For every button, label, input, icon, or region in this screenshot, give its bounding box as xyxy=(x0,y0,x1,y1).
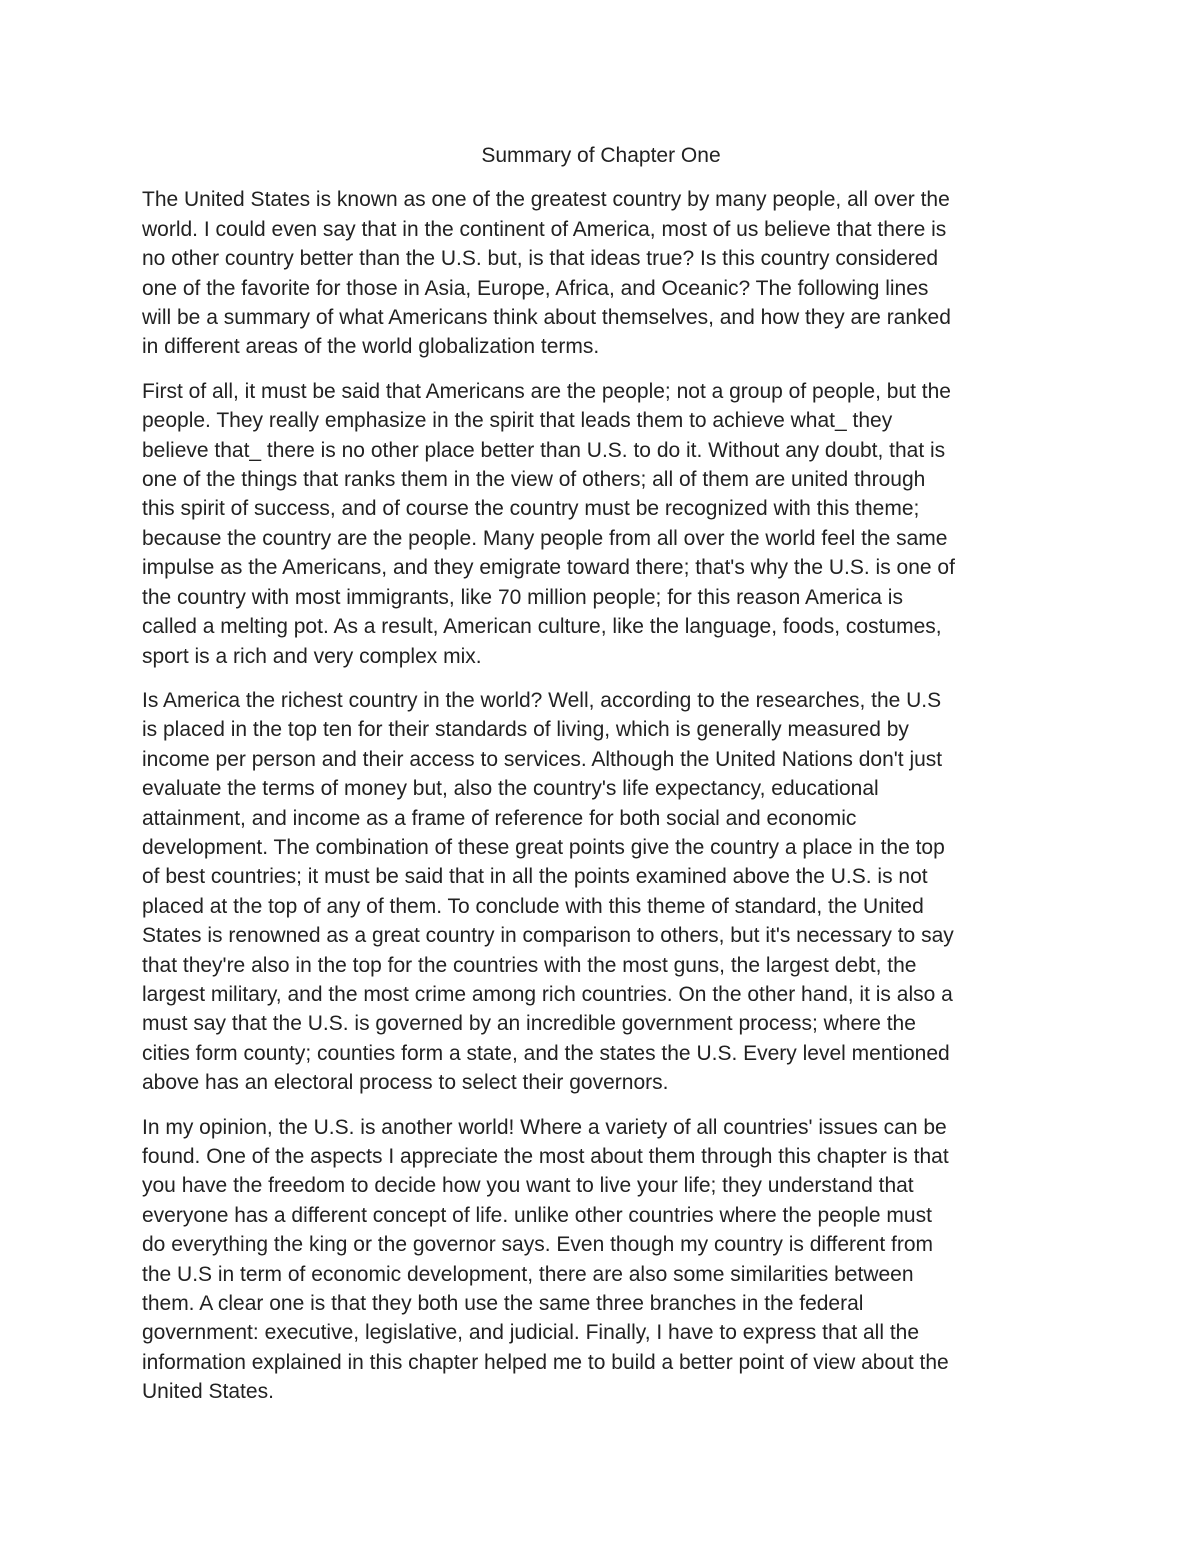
document-body xyxy=(142,141,1060,1422)
paragraph-americans-people: First of all, it must be said that Americans are the people; not a group of people, but the people. They really emphasize in the spirit that leads them to achieve what_ they believe that_ there is no other place better than U.S. to do it. Without any doubt, that is one of the things that ranks them in the view of others; all of them are united through this spirit of success, and of course the country must be recognized with this theme; because the country are the people. Many people from all over the world feel the same impulse as the Americans, and they emigrate toward there; that's why the U.S. is one of the country with most immigrants, like 70 million people; for this reason America is called a melting pot. As a result, American culture, like the language, foods, costumes, sport is a rich and very complex mix. xyxy=(142,379,955,668)
paragraph-intro: The United States is known as one of the greatest country by many people, all over the world. I could even say that in the continent of America, most of us believe that there is no other country better than the U.S. but, is that ideas true? Is this country considered one of the favorite for those in Asia, Europe, Africa, and Oceanic? The following lines will be a summary of what Americans think about themselves, and how they are ranked in different areas of the world globalization terms. xyxy=(142,188,951,359)
paragraph-richest-country: Is America the richest country in the world? Well, according to the researches, the U.S is placed in the top ten for their standards of living, which is generally measured by income per person and their access to services. Although the United Nations don't just evaluate the terms of money but, also the country's life expectancy, educational attainment, and income as a frame of reference for both social and economic development. The combination of these great points give the country a place in the top of best countries; it must be said that in all the points examined above the U.S. is not placed at the top of any of them. To conclude with this theme of standard, the United States is renowned as a great country in comparison to others, but it's necessary to say that they're also in the top for the countries with the most guns, the largest debt, the largest military, and the most crime among rich countries. On the other hand, it is also a must say that the U.S. is governed by an incredible government process; where the cities form county; counties form a state, and the states the U.S. Every level mentioned above has an electoral process to select their governors. xyxy=(142,688,954,1095)
paragraph-opinion: In my opinion, the U.S. is another world! Where a variety of all countries' issues can be found. One of the aspects I appreciate the most about them through this chapter is that you have the freedom to decide how you want to live your life; they understand that everyone has a different concept of life. unlike other countries where the people must do everything the king or the governor says. Even though my country is different from the U.S in term of economic development, there are also some similarities between them. A clear one is that they both use the same three branches in the federal government: executive, legislative, and judicial. Finally, I have to express that all the information explained in this chapter helped me to build a better point of view about the United States. xyxy=(142,1115,949,1404)
document-title: Summary of Chapter One xyxy=(481,144,721,167)
